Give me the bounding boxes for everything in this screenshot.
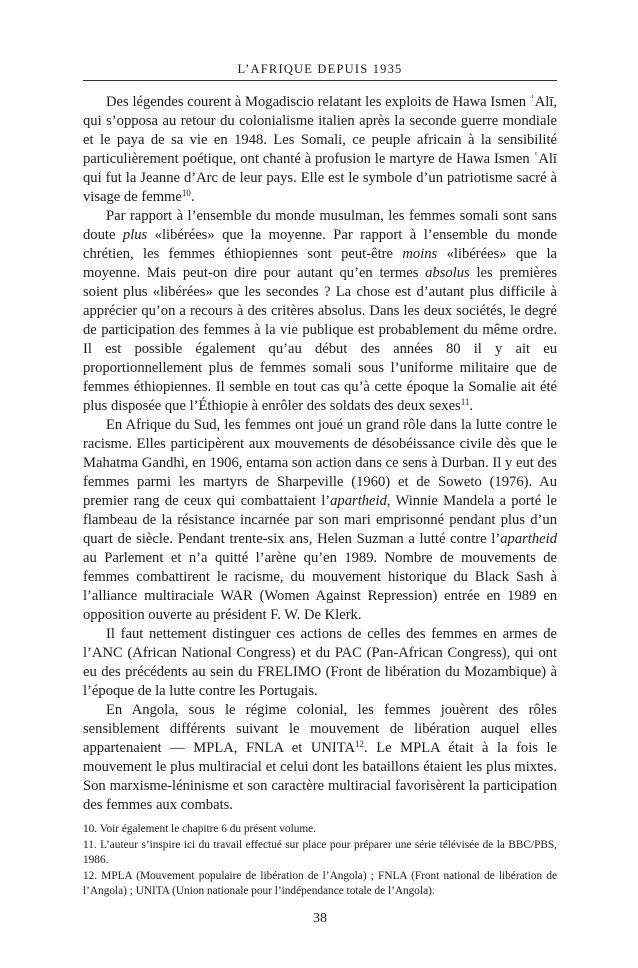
text-run: , Winnie Mandela a porté le flambeau de la résistance incarnée par son mari emprisonné pendant plus d’un quart de siècle. Pendant trente-six ans, Helen Suzman a lutté contre l’ (83, 493, 557, 547)
text-run: En Afrique du Sud, les femmes ont joué un grand rôle dans la lutte contre le racisme. Elles participèrent aux mouvements de désobéissance civile dès que le Mahatma Gandhi, en 1906, entama son action dans ce sens à Durban. Il y eut des femmes parmi les martyrs de Sharpeville (1960) et de Soweto (1976). Au premier rang de ceux qui combattaient l’ (83, 417, 557, 509)
page-number: 38 (313, 911, 327, 926)
body-text (83, 93, 557, 815)
footnote: 12. MPLA (Mouvement populaire de libération de l’Angola) ; FNLA (Front national de libération de l’Angola) ; UNITA (Union nationale pour l’indépendance totale de l’Angola). (83, 869, 557, 898)
text-run: au Parlement et n’a quitté l’arène qu’en 1989. Nombre de mouvements de femmes combattirent le racisme, du mouvement historique du Black Sash à l’alliance multiraciale WAR (Women Against Repression) entrée en 1989 en opposition ouverte au président F. W. De Klerk. (83, 550, 557, 623)
text-run: . (190, 189, 195, 205)
text-run: En Angola, sous le régime colonial, les femmes jouèrent des rôles sensiblement différents suivant le mouvement de libération auquel elles appartenaient — MPLA, FNLA et UNITA (83, 702, 557, 756)
paragraph (83, 701, 557, 815)
text-run: Par rapport à l’ensemble du monde musulman, les femmes somali sont sans doute (83, 208, 557, 243)
header-rule (83, 80, 557, 81)
text-run: «libérées» que la moyenne. Mais peut-on dire pour autant qu’en termes (83, 246, 557, 281)
emphasis-text: apartheid (330, 493, 387, 509)
text-run: les premières soient plus «libérées» que les secondes ? La chose est d’autant plus difficile à apprécier qu’on a recours à des critères absolus. Dans les deux sociétés, le degré de participation des femmes à la vie publique est probablement du même ordre. Il est possible également qu’au début des années 80 il y ait eu proportionnellement plus de femmes somali sous l’uniforme militaire que de femmes éthiopiennes. Il semble en tout cas qu’à cette époque la Somalie ait été plus disposée que l’Éthiopie à enrôler des soldats des deux sexes (83, 265, 557, 414)
footnote-ref: 11 (460, 397, 470, 407)
text-run: «libérées» que la moyenne. Par rapport à l’ensemble du monde chrétien, les femmes éthiopiennes sont peut-être (83, 227, 557, 262)
emphasis-text: plus (122, 227, 148, 243)
text-run: . (469, 398, 474, 414)
paragraph (83, 93, 557, 207)
footnote: 11. L’auteur s’inspire ici du travail effectué sur place pour préparer une série télévisée de la BBC/PBS, 1986. (83, 838, 557, 867)
running-header: L’AFRIQUE DEPUIS 1935 (237, 62, 403, 76)
emphasis-text: apartheid (500, 531, 557, 547)
footnote-ref: 12 (355, 739, 365, 749)
emphasis-text: absolus (425, 265, 470, 281)
footnote-ref: 10 (181, 188, 191, 198)
text-run: Des légendes courent à Mogadiscio relatant les exploits de Hawa Ismen ʿAlī, qui s’opposa au retour du colonialisme italien après la seconde guerre mondiale et le paya de sa vie en 1948. Les Somali, ce peuple africain à la sensibilité particulièrement poétique, ont chanté à profusion le martyre de Hawa Ismen ʿAlī qui fut la Jeanne d’Arc de leur pays. Elle est le symbole d’un patriotisme sacré à visage de femme (83, 94, 557, 205)
paragraph (83, 416, 557, 625)
text-run: . Le MPLA était à la fois le mouvement le plus multiracial et celui dont les bataillons étaient les plus mixtes. Son marxisme-léninisme et son caractère multiracial favorisèrent la participation des femmes aux combats. (83, 740, 558, 813)
paragraph (83, 207, 557, 416)
footnote: 10. Voir également le chapitre 6 du présent volume. (83, 823, 316, 835)
footnotes (83, 822, 557, 900)
text-run: Il faut nettement distinguer ces actions de celles des femmes en armes de l’ANC (African National Congress) et du PAC (Pan-African Congress), qui ont eu des précédents au sein du FRELIMO (Front de libération du Mozambique) à l’époque de la lutte contre les Portugais. (83, 626, 557, 699)
emphasis-text: moins (402, 246, 438, 262)
paragraph (83, 625, 557, 701)
